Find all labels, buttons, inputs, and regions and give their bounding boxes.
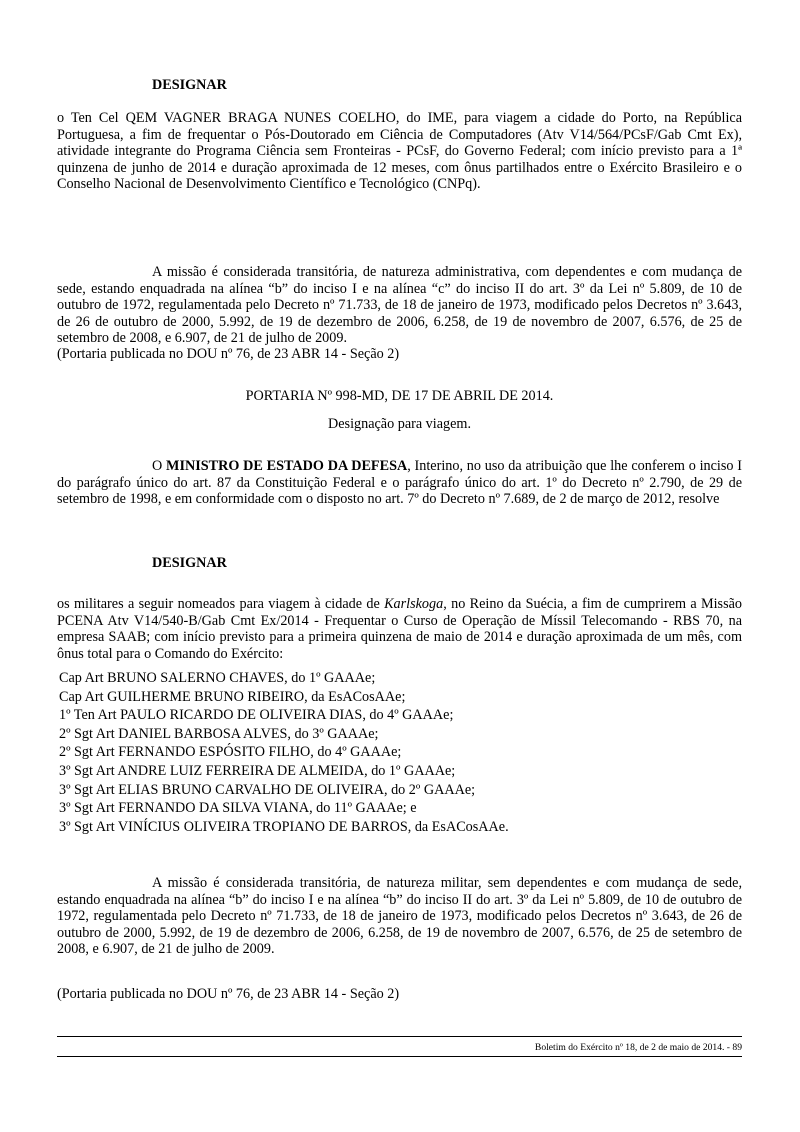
designation-paragraph-2 — [57, 596, 742, 662]
list-item: Cap Art BRUNO SALERNO CHAVES, do 1º GAAAe; — [59, 670, 376, 686]
portaria-intro-paragraph — [57, 458, 742, 508]
designar-heading-2: DESIGNAR — [152, 555, 227, 571]
footer-text: Boletim do Exército nº 18, de 2 de maio de 2014. - 89 — [534, 1042, 742, 1053]
list-item: 3º Sgt Art FERNANDO DA SILVA VIANA, do 11º GAAAe; e — [59, 800, 417, 817]
list-item: Cap Art GUILHERME BRUNO RIBEIRO, da EsACosAAe; — [59, 688, 406, 705]
designation-paragraph-1: o Ten Cel QEM VAGNER BRAGA NUNES COELHO, do IME, para viagem a cidade do Porto, na República Portuguesa, a fim de frequentar o Pós-Doutorado em Ciência de Computadores (Atv V14/564/PCsF/Gab Cmt Ex), atividade integrante do Programa Ciência sem Fronteiras - PCsF, do Governo Federal; com início previsto para a 1ª quinzena de junho de 2014 e duração aproximada de 12 meses, com ônus partilhados entre o Exército Brasileiro e o Conselho Nacional de Desenvolvimento Científico e Tecnológico (CNPq). — [57, 110, 742, 193]
footer-divider-bottom — [57, 1056, 742, 1057]
members-list — [59, 669, 744, 836]
body-after: , no Reino da Suécia, a fim de cumprirem a Missão PCENA Atv V14/540-B/Gab Cmt Ex/2014 - Frequentar o Curso de Operação de Míssil Telecomando - RBS 70, na empresa SAAB; com início previsto para a primeira quinzena de maio de 2014 e duração aproximada de um mês, com ônus total para o Comando do Exército: — [57, 596, 742, 662]
portaria-title: PORTARIA Nº 998-MD, DE 17 DE ABRIL DE 2014. — [245, 388, 554, 404]
intro-prefix: O — [152, 458, 167, 474]
publication-note-1: (Portaria publicada no DOU nº 76, de 23 ABR 14 - Seção 2) — [57, 346, 400, 362]
minister-title: MINISTRO DE ESTADO DA DEFESA — [166, 458, 408, 474]
city-name: Karlskoga — [384, 596, 444, 612]
list-item: 2º Sgt Art FERNANDO ESPÓSITO FILHO, do 4º GAAAe; — [59, 744, 402, 761]
footer-divider-top — [57, 1036, 742, 1037]
body-before: os militares a seguir nomeados para viagem à cidade de — [57, 596, 385, 612]
publication-note-2: (Portaria publicada no DOU nº 76, de 23 ABR 14 - Seção 2) — [57, 986, 400, 1002]
list-item: 2º Sgt Art DANIEL BARBOSA ALVES, do 3º GAAAe; — [59, 725, 379, 742]
mission-paragraph-1: A missão é considerada transitória, de natureza administrativa, com dependentes e com mudança de sede, estando enquadrada na alínea “b” do inciso I e na alínea “c” do inciso II do art. 3º da Lei nº 5.809, de 10 de outubro de 1972, regulamentada pelo Decreto nº 71.733, de 18 de janeiro de 1973, modificado pelos Decretos nº 3.643, de 26 de outubro de 2000, 5.992, de 19 de dezembro de 2006, 6.258, de 19 de novembro de 2007, 6.576, de 25 de setembro de 2008, e 6.907, de 21 de julho de 2009. — [57, 264, 742, 347]
portaria-subtitle: Designação para viagem. — [328, 416, 471, 432]
designar-heading-1: DESIGNAR — [152, 77, 227, 93]
intro-rest: , Interino, no uso da atribuição que lhe conferem o inciso I do parágrafo único do art. 87 da Constituição Federal e o parágrafo único do art. 1º do Decreto nº 2.790, de 29 de setembro de 1998, e em conformidade com o disposto no art. 7º do Decreto nº 7.689, de 2 de março de 2012, resolve — [57, 458, 742, 508]
list-item: 3º Sgt Art VINÍCIUS OLIVEIRA TROPIANO DE BARROS, da EsACosAAe. — [59, 818, 509, 835]
list-item: 3º Sgt Art ANDRE LUIZ FERREIRA DE ALMEIDA, do 1º GAAAe; — [59, 762, 456, 779]
list-item: 3º Sgt Art ELIAS BRUNO CARVALHO DE OLIVEIRA, do 2º GAAAe; — [59, 781, 476, 798]
list-item: 1º Ten Art PAULO RICARDO DE OLIVEIRA DIAS, do 4º GAAAe; — [59, 707, 454, 724]
mission-paragraph-2: A missão é considerada transitória, de natureza militar, sem dependentes e com mudança de sede, estando enquadrada na alínea “b” do inciso I e na alínea “b” do inciso II do art. 3º da Lei nº 5.809, de 10 de outubro de 1972, regulamentada pelo Decreto nº 71.733, de 18 de janeiro de 1973, modificado pelos Decretos nº 3.643, de 26 de outubro de 2000, 5.992, de 19 de dezembro de 2006, 6.258, de 19 de novembro de 2007, 6.576, de 25 de setembro de 2008, e 6.907, de 21 de julho de 2009. — [57, 875, 742, 958]
